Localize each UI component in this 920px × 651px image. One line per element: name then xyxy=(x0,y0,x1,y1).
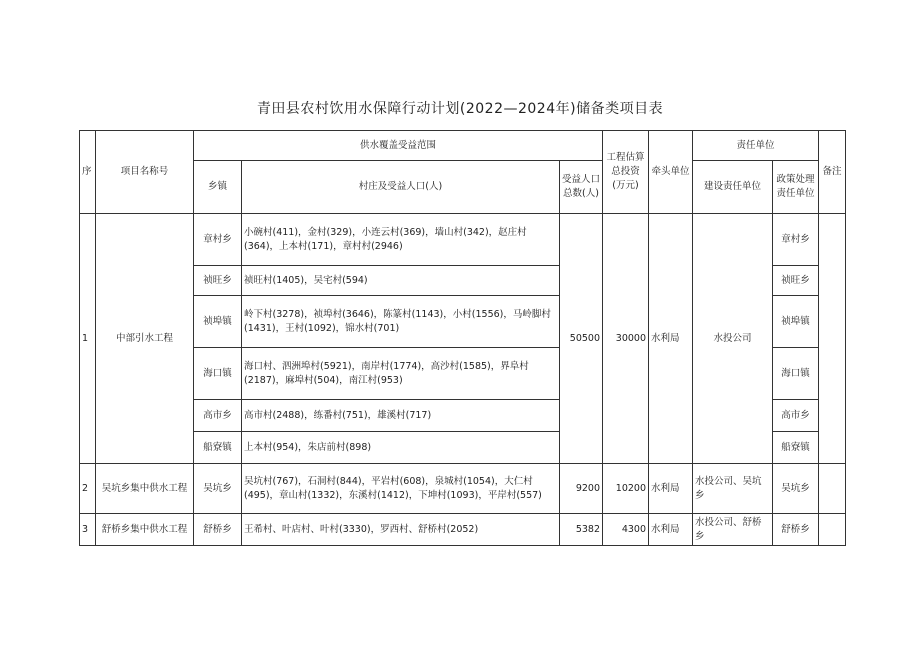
villages-cell: 小碗村(411)，金村(329)，小连云村(369)，墙山村(342)，赵庄村(364)，上本村(171)，章村村(2946) xyxy=(242,214,560,266)
investment-cell: 4300 xyxy=(603,514,649,546)
policy-unit-cell: 高市乡 xyxy=(773,400,819,432)
policy-unit-cell: 章村乡 xyxy=(773,214,819,266)
lead-unit-cell: 水利局 xyxy=(649,464,693,514)
policy-unit-cell: 祯旺乡 xyxy=(773,266,819,296)
project-name-cell: 吴坑乡集中供水工程 xyxy=(96,464,194,514)
header-policy-unit: 政策处理责任单位 xyxy=(773,161,819,214)
header-project-name: 项目名称号 xyxy=(96,131,194,214)
policy-unit-cell: 祯埠镇 xyxy=(773,296,819,348)
header-investment: 工程估算总投资(万元) xyxy=(603,131,649,214)
villages-cell: 王希村、叶店村、叶村(3330)，罗西村、舒桥村(2052) xyxy=(242,514,560,546)
township-cell: 祯埠镇 xyxy=(194,296,242,348)
project-name-cell: 舒桥乡集中供水工程 xyxy=(96,514,194,546)
villages-cell: 海口村、泗洲埠村(5921)，南岸村(1774)，高沙村(1585)，界阜村(2187)，麻埠村(504)，南江村(953) xyxy=(242,348,560,400)
construction-unit-cell: 水投公司、吴坑乡 xyxy=(693,464,773,514)
lead-unit-cell: 水利局 xyxy=(649,514,693,546)
header-lead-unit: 牵头单位 xyxy=(649,131,693,214)
total-pop-cell: 50500 xyxy=(560,214,603,464)
policy-unit-cell: 舒桥乡 xyxy=(773,514,819,546)
header-remark: 备注 xyxy=(819,131,846,214)
total-pop-cell: 5382 xyxy=(560,514,603,546)
township-cell: 船寮镇 xyxy=(194,432,242,464)
header-construction-unit: 建设责任单位 xyxy=(693,161,773,214)
villages-cell: 吴坑村(767)，石洞村(844)，平岩村(608)，泉城村(1054)，大仁村(495)，章山村(1332)，东溪村(1412)，下坤村(1093)，平岸村(557) xyxy=(242,464,560,514)
seq-cell: 3 xyxy=(80,514,96,546)
seq-cell: 2 xyxy=(80,464,96,514)
lead-unit-cell: 水利局 xyxy=(649,214,693,464)
header-villages: 村庄及受益人口(人) xyxy=(242,161,560,214)
remark-cell xyxy=(819,464,846,514)
villages-cell: 上本村(954)，朱店前村(898) xyxy=(242,432,560,464)
villages-cell: 祯旺村(1405)，吴宅村(594) xyxy=(242,266,560,296)
table-row xyxy=(80,514,846,546)
villages-cell: 岭下村(3278)，祯埠村(3646)，陈篆村(1143)，小឴村(1556)，马岭脚村(1431)，王村(1092)，锦水村(701) xyxy=(242,296,560,348)
policy-unit-cell: 船寮镇 xyxy=(773,432,819,464)
table-row xyxy=(80,464,846,514)
township-cell: 高市乡 xyxy=(194,400,242,432)
township-cell: 吴坑乡 xyxy=(194,464,242,514)
project-name-cell: 中部引水工程 xyxy=(96,214,194,464)
seq-cell: 1 xyxy=(80,214,96,464)
header-township: 乡镇 xyxy=(194,161,242,214)
table-row xyxy=(80,214,846,266)
township-cell: 海口镇 xyxy=(194,348,242,400)
township-cell: 章村乡 xyxy=(194,214,242,266)
remark-cell xyxy=(819,514,846,546)
policy-unit-cell: 吴坑乡 xyxy=(773,464,819,514)
township-cell: 舒桥乡 xyxy=(194,514,242,546)
header-row-2 xyxy=(80,161,846,214)
header-row-1 xyxy=(80,131,846,161)
township-cell: 祯旺乡 xyxy=(194,266,242,296)
header-seq: 序 xyxy=(80,131,96,214)
policy-unit-cell: 海口镇 xyxy=(773,348,819,400)
investment-cell: 10200 xyxy=(603,464,649,514)
document-title: 青田县农村饮用水保障行动计划(2022—2024年)储备类项目表 xyxy=(256,101,664,117)
project-table xyxy=(79,130,846,546)
villages-cell: 高市村(2488)，练番村(751)，雄溪村(717) xyxy=(242,400,560,432)
header-total-pop: 受益人口总数(人) xyxy=(560,161,603,214)
investment-cell: 30000 xyxy=(603,214,649,464)
construction-unit-cell: 水投公司 xyxy=(693,214,773,464)
header-responsible-unit: 责任单位 xyxy=(693,131,819,161)
total-pop-cell: 9200 xyxy=(560,464,603,514)
header-supply-scope: 供水覆盖受益范围 xyxy=(194,131,603,161)
remark-cell xyxy=(819,214,846,464)
construction-unit-cell: 水投公司、舒桥乡 xyxy=(693,514,773,546)
